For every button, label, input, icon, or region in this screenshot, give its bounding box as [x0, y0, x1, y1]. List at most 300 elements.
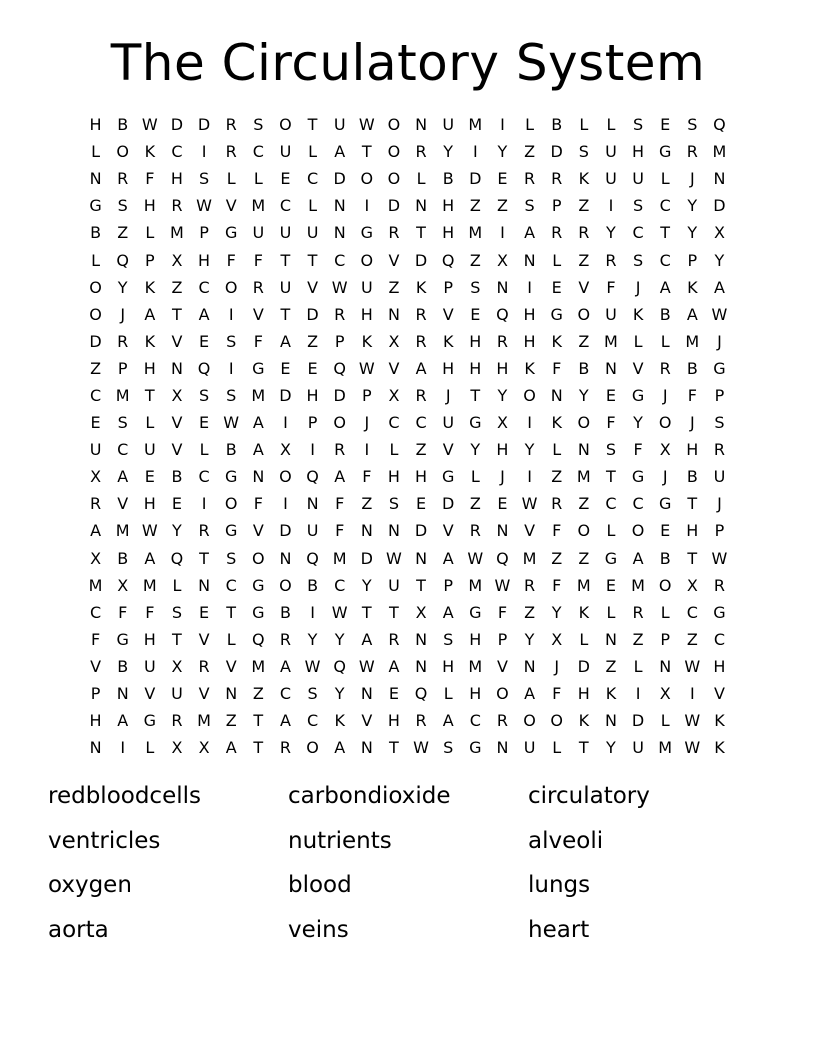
- grid-cell[interactable]: M: [522, 548, 537, 568]
- grid-cell[interactable]: K: [144, 331, 156, 351]
- grid-cell[interactable]: L: [389, 440, 399, 460]
- grid-cell[interactable]: O: [387, 142, 401, 162]
- grid-cell[interactable]: Z: [524, 142, 536, 162]
- grid-cell[interactable]: T: [389, 738, 399, 758]
- grid-cell[interactable]: S: [253, 115, 264, 135]
- grid-cell[interactable]: V: [442, 304, 454, 324]
- grid-cell[interactable]: C: [117, 440, 129, 460]
- grid-cell[interactable]: C: [198, 467, 210, 487]
- grid-cell[interactable]: A: [279, 656, 291, 676]
- grid-cell[interactable]: Z: [252, 684, 264, 704]
- grid-cell[interactable]: A: [361, 629, 373, 649]
- grid-cell[interactable]: J: [635, 277, 641, 297]
- grid-cell[interactable]: L: [308, 142, 318, 162]
- grid-cell[interactable]: O: [360, 169, 374, 189]
- grid-cell[interactable]: Z: [469, 494, 481, 514]
- grid-cell[interactable]: Y: [606, 223, 616, 243]
- grid-cell[interactable]: Y: [687, 223, 698, 243]
- grid-cell[interactable]: X: [117, 575, 129, 595]
- grid-cell[interactable]: U: [523, 738, 536, 758]
- grid-cell[interactable]: A: [415, 358, 427, 378]
- grid-cell[interactable]: I: [364, 196, 370, 216]
- grid-cell[interactable]: H: [713, 656, 726, 676]
- grid-cell[interactable]: W: [331, 602, 348, 622]
- grid-cell[interactable]: T: [660, 223, 671, 243]
- grid-cell[interactable]: J: [689, 169, 695, 189]
- grid-cell[interactable]: D: [333, 169, 346, 189]
- grid-cell[interactable]: V: [90, 656, 102, 676]
- grid-cell[interactable]: L: [660, 331, 670, 351]
- grid-cell[interactable]: E: [199, 331, 210, 351]
- grid-cell[interactable]: I: [608, 196, 614, 216]
- grid-cell[interactable]: C: [632, 223, 644, 243]
- grid-cell[interactable]: Y: [524, 440, 535, 460]
- grid-cell[interactable]: E: [660, 115, 671, 135]
- grid-cell[interactable]: K: [578, 602, 590, 622]
- grid-cell[interactable]: R: [279, 629, 291, 649]
- grid-cell[interactable]: L: [226, 169, 236, 189]
- grid-cell[interactable]: E: [497, 169, 508, 189]
- grid-cell[interactable]: G: [469, 413, 482, 433]
- grid-cell[interactable]: F: [687, 385, 697, 405]
- grid-cell[interactable]: C: [415, 413, 427, 433]
- grid-cell[interactable]: Y: [172, 521, 182, 541]
- grid-cell[interactable]: C: [388, 413, 400, 433]
- grid-cell[interactable]: N: [252, 467, 265, 487]
- grid-cell[interactable]: G: [143, 711, 157, 731]
- grid-cell[interactable]: V: [388, 250, 400, 270]
- grid-cell[interactable]: G: [658, 494, 672, 514]
- grid-cell[interactable]: O: [523, 711, 536, 731]
- grid-cell[interactable]: U: [279, 277, 292, 297]
- grid-cell[interactable]: M: [576, 575, 591, 595]
- grid-cell[interactable]: N: [415, 656, 428, 676]
- grid-cell[interactable]: T: [226, 602, 237, 622]
- grid-cell[interactable]: O: [279, 575, 292, 595]
- grid-cell[interactable]: M: [468, 656, 483, 676]
- grid-cell[interactable]: C: [89, 602, 102, 622]
- grid-cell[interactable]: U: [279, 223, 292, 243]
- grid-cell[interactable]: F: [606, 277, 616, 297]
- grid-cell[interactable]: V: [632, 358, 644, 378]
- grid-cell[interactable]: A: [524, 223, 536, 243]
- grid-cell[interactable]: Y: [497, 142, 508, 162]
- grid-cell[interactable]: A: [117, 467, 129, 487]
- grid-cell[interactable]: B: [551, 115, 563, 135]
- grid-cell[interactable]: H: [577, 684, 590, 704]
- grid-cell[interactable]: C: [252, 142, 264, 162]
- grid-cell[interactable]: U: [442, 115, 455, 135]
- grid-cell[interactable]: N: [415, 548, 428, 568]
- grid-cell[interactable]: W: [358, 656, 375, 676]
- grid-cell[interactable]: I: [527, 413, 532, 433]
- grid-cell[interactable]: L: [172, 575, 182, 595]
- grid-cell[interactable]: Z: [605, 656, 617, 676]
- grid-cell[interactable]: P: [497, 629, 508, 649]
- grid-cell[interactable]: D: [577, 656, 590, 676]
- grid-cell[interactable]: R: [551, 494, 563, 514]
- grid-cell[interactable]: N: [523, 656, 536, 676]
- grid-cell[interactable]: K: [334, 711, 345, 731]
- grid-cell[interactable]: R: [551, 223, 563, 243]
- grid-cell[interactable]: I: [472, 142, 478, 162]
- grid-cell[interactable]: M: [468, 223, 483, 243]
- grid-cell[interactable]: H: [469, 629, 482, 649]
- grid-cell[interactable]: I: [364, 440, 370, 460]
- grid-cell[interactable]: K: [632, 304, 644, 324]
- grid-cell[interactable]: P: [687, 250, 698, 270]
- grid-cell[interactable]: N: [170, 358, 183, 378]
- grid-cell[interactable]: U: [143, 440, 156, 460]
- grid-cell[interactable]: H: [143, 358, 156, 378]
- grid-cell[interactable]: S: [117, 196, 128, 216]
- grid-cell[interactable]: Z: [524, 602, 536, 622]
- grid-cell[interactable]: A: [713, 277, 725, 297]
- grid-cell[interactable]: R: [117, 331, 129, 351]
- grid-cell[interactable]: U: [442, 413, 455, 433]
- grid-cell[interactable]: F: [552, 575, 562, 595]
- grid-cell[interactable]: P: [443, 575, 454, 595]
- grid-cell[interactable]: R: [225, 115, 237, 135]
- grid-cell[interactable]: O: [577, 521, 591, 541]
- grid-cell[interactable]: Z: [551, 548, 563, 568]
- grid-cell[interactable]: Q: [333, 656, 346, 676]
- grid-cell[interactable]: P: [714, 385, 725, 405]
- grid-cell[interactable]: I: [228, 304, 234, 324]
- grid-cell[interactable]: D: [333, 385, 346, 405]
- grid-cell[interactable]: X: [171, 250, 183, 270]
- grid-cell[interactable]: L: [633, 331, 643, 351]
- grid-cell[interactable]: Z: [90, 358, 102, 378]
- grid-cell[interactable]: R: [388, 629, 400, 649]
- grid-cell[interactable]: A: [686, 304, 698, 324]
- grid-cell[interactable]: L: [552, 250, 562, 270]
- grid-cell[interactable]: R: [225, 142, 237, 162]
- grid-cell[interactable]: D: [469, 169, 482, 189]
- grid-cell[interactable]: X: [659, 440, 671, 460]
- grid-cell[interactable]: A: [442, 548, 454, 568]
- grid-cell[interactable]: X: [551, 629, 563, 649]
- grid-cell[interactable]: J: [445, 385, 451, 405]
- grid-cell[interactable]: H: [170, 169, 183, 189]
- grid-cell[interactable]: Y: [714, 250, 725, 270]
- grid-cell[interactable]: O: [631, 521, 645, 541]
- grid-cell[interactable]: Q: [197, 358, 211, 378]
- grid-cell[interactable]: H: [496, 358, 509, 378]
- grid-cell[interactable]: U: [632, 169, 644, 189]
- grid-cell[interactable]: N: [523, 250, 536, 270]
- grid-cell[interactable]: Y: [334, 684, 345, 704]
- grid-cell[interactable]: V: [361, 711, 373, 731]
- grid-cell[interactable]: Z: [496, 196, 508, 216]
- grid-cell[interactable]: T: [144, 385, 155, 405]
- grid-cell[interactable]: M: [142, 575, 157, 595]
- grid-cell[interactable]: L: [91, 250, 101, 270]
- grid-cell[interactable]: R: [279, 738, 291, 758]
- grid-cell[interactable]: G: [224, 467, 238, 487]
- grid-cell[interactable]: V: [144, 684, 156, 704]
- grid-cell[interactable]: E: [90, 413, 101, 433]
- grid-cell[interactable]: Y: [334, 629, 345, 649]
- grid-cell[interactable]: A: [334, 467, 346, 487]
- grid-cell[interactable]: O: [89, 304, 102, 324]
- grid-cell[interactable]: F: [253, 494, 263, 514]
- grid-cell[interactable]: B: [279, 602, 291, 622]
- grid-cell[interactable]: A: [225, 738, 237, 758]
- grid-cell[interactable]: W: [684, 711, 701, 731]
- grid-cell[interactable]: L: [91, 142, 101, 162]
- grid-cell[interactable]: T: [687, 548, 698, 568]
- grid-cell[interactable]: R: [198, 656, 210, 676]
- grid-cell[interactable]: O: [279, 467, 292, 487]
- grid-cell[interactable]: R: [686, 142, 698, 162]
- grid-cell[interactable]: K: [687, 277, 698, 297]
- grid-cell[interactable]: J: [662, 385, 668, 405]
- grid-cell[interactable]: G: [116, 629, 129, 649]
- grid-cell[interactable]: R: [415, 304, 427, 324]
- grid-cell[interactable]: O: [550, 711, 563, 731]
- grid-cell[interactable]: R: [469, 521, 481, 541]
- grid-cell[interactable]: L: [416, 169, 426, 189]
- grid-cell[interactable]: O: [658, 413, 672, 433]
- grid-cell[interactable]: R: [334, 304, 346, 324]
- grid-cell[interactable]: H: [387, 467, 400, 487]
- grid-cell[interactable]: P: [199, 223, 209, 243]
- grid-cell[interactable]: Y: [470, 440, 481, 460]
- grid-cell[interactable]: K: [144, 142, 156, 162]
- grid-cell[interactable]: V: [171, 440, 183, 460]
- grid-cell[interactable]: B: [578, 358, 590, 378]
- grid-cell[interactable]: H: [306, 385, 319, 405]
- grid-cell[interactable]: I: [500, 115, 505, 135]
- grid-cell[interactable]: H: [686, 521, 699, 541]
- grid-cell[interactable]: J: [554, 656, 560, 676]
- grid-cell[interactable]: B: [90, 223, 102, 243]
- grid-cell[interactable]: B: [171, 467, 183, 487]
- grid-cell[interactable]: I: [635, 684, 641, 704]
- grid-cell[interactable]: V: [524, 521, 536, 541]
- grid-cell[interactable]: R: [524, 169, 536, 189]
- grid-cell[interactable]: O: [523, 385, 536, 405]
- grid-cell[interactable]: I: [120, 738, 126, 758]
- grid-cell[interactable]: T: [687, 494, 698, 514]
- grid-cell[interactable]: H: [143, 196, 156, 216]
- grid-cell[interactable]: K: [578, 711, 590, 731]
- grid-cell[interactable]: Q: [170, 548, 184, 568]
- grid-cell[interactable]: J: [364, 413, 370, 433]
- grid-cell[interactable]: N: [89, 738, 102, 758]
- grid-cell[interactable]: N: [387, 521, 400, 541]
- grid-cell[interactable]: T: [307, 250, 318, 270]
- grid-cell[interactable]: A: [144, 304, 156, 324]
- grid-cell[interactable]: W: [467, 548, 484, 568]
- grid-cell[interactable]: F: [362, 467, 372, 487]
- grid-cell[interactable]: U: [252, 223, 265, 243]
- grid-cell[interactable]: S: [226, 385, 237, 405]
- grid-cell[interactable]: Y: [524, 629, 535, 649]
- grid-cell[interactable]: S: [714, 413, 725, 433]
- grid-cell[interactable]: M: [197, 711, 211, 731]
- grid-cell[interactable]: B: [117, 656, 129, 676]
- grid-cell[interactable]: X: [279, 440, 291, 460]
- grid-cell[interactable]: R: [578, 223, 590, 243]
- grid-cell[interactable]: O: [496, 684, 509, 704]
- grid-cell[interactable]: H: [523, 331, 536, 351]
- grid-cell[interactable]: V: [496, 656, 508, 676]
- grid-cell[interactable]: T: [578, 738, 589, 758]
- grid-cell[interactable]: Z: [578, 494, 590, 514]
- grid-cell[interactable]: G: [658, 142, 672, 162]
- grid-cell[interactable]: W: [141, 115, 158, 135]
- grid-cell[interactable]: V: [252, 521, 264, 541]
- grid-cell[interactable]: Y: [361, 575, 372, 595]
- grid-cell[interactable]: L: [470, 467, 480, 487]
- grid-cell[interactable]: T: [606, 467, 616, 487]
- grid-cell[interactable]: R: [415, 142, 427, 162]
- grid-cell[interactable]: I: [283, 413, 288, 433]
- grid-cell[interactable]: K: [361, 331, 373, 351]
- grid-cell[interactable]: J: [500, 467, 505, 487]
- grid-cell[interactable]: G: [441, 467, 455, 487]
- grid-cell[interactable]: S: [632, 250, 644, 270]
- grid-cell[interactable]: R: [713, 440, 725, 460]
- grid-cell[interactable]: A: [388, 656, 400, 676]
- grid-cell[interactable]: S: [226, 548, 237, 568]
- grid-cell[interactable]: D: [170, 115, 184, 135]
- grid-cell[interactable]: B: [686, 467, 698, 487]
- grid-cell[interactable]: R: [659, 358, 671, 378]
- grid-cell[interactable]: T: [253, 738, 264, 758]
- grid-cell[interactable]: A: [524, 684, 536, 704]
- grid-cell[interactable]: M: [251, 385, 266, 405]
- grid-cell[interactable]: S: [687, 115, 698, 135]
- grid-cell[interactable]: B: [117, 548, 129, 568]
- grid-cell[interactable]: T: [416, 575, 426, 595]
- grid-cell[interactable]: S: [470, 277, 481, 297]
- grid-cell[interactable]: U: [143, 656, 156, 676]
- grid-cell[interactable]: U: [306, 223, 319, 243]
- grid-cell[interactable]: B: [659, 304, 671, 324]
- grid-cell[interactable]: S: [524, 196, 535, 216]
- grid-cell[interactable]: S: [388, 494, 400, 514]
- grid-cell[interactable]: J: [717, 494, 722, 514]
- grid-cell[interactable]: C: [171, 142, 183, 162]
- grid-cell[interactable]: E: [307, 358, 318, 378]
- grid-cell[interactable]: T: [307, 115, 318, 135]
- grid-cell[interactable]: O: [279, 115, 292, 135]
- grid-cell[interactable]: O: [224, 277, 238, 297]
- grid-cell[interactable]: O: [89, 277, 102, 297]
- grid-cell[interactable]: S: [605, 440, 617, 460]
- grid-cell[interactable]: W: [304, 656, 321, 676]
- grid-cell[interactable]: D: [414, 521, 428, 541]
- grid-cell[interactable]: H: [360, 304, 373, 324]
- grid-cell[interactable]: Z: [225, 711, 237, 731]
- grid-cell[interactable]: B: [659, 548, 671, 568]
- grid-cell[interactable]: N: [333, 223, 346, 243]
- grid-cell[interactable]: T: [253, 711, 264, 731]
- grid-cell[interactable]: H: [89, 115, 102, 135]
- grid-cell[interactable]: E: [605, 385, 616, 405]
- grid-cell[interactable]: I: [201, 142, 207, 162]
- grid-cell[interactable]: L: [633, 656, 643, 676]
- grid-cell[interactable]: P: [443, 277, 454, 297]
- grid-cell[interactable]: V: [713, 684, 725, 704]
- grid-cell[interactable]: O: [577, 413, 591, 433]
- grid-cell[interactable]: L: [199, 440, 209, 460]
- grid-cell[interactable]: P: [334, 331, 345, 351]
- grid-cell[interactable]: M: [115, 521, 130, 541]
- grid-cell[interactable]: U: [360, 277, 373, 297]
- grid-cell[interactable]: R: [524, 575, 536, 595]
- grid-cell[interactable]: L: [226, 629, 236, 649]
- grid-cell[interactable]: Q: [496, 304, 509, 324]
- grid-cell[interactable]: L: [552, 738, 562, 758]
- grid-cell[interactable]: P: [117, 358, 128, 378]
- grid-cell[interactable]: L: [660, 711, 670, 731]
- grid-cell[interactable]: S: [226, 331, 237, 351]
- grid-cell[interactable]: A: [198, 304, 210, 324]
- grid-cell[interactable]: L: [552, 440, 562, 460]
- grid-cell[interactable]: H: [523, 304, 536, 324]
- grid-cell[interactable]: L: [579, 629, 589, 649]
- grid-cell[interactable]: D: [279, 385, 292, 405]
- grid-cell[interactable]: G: [360, 223, 374, 243]
- grid-cell[interactable]: O: [658, 575, 672, 595]
- grid-cell[interactable]: L: [606, 521, 616, 541]
- grid-cell[interactable]: K: [551, 413, 562, 433]
- grid-cell[interactable]: N: [713, 169, 726, 189]
- grid-cell[interactable]: U: [632, 738, 644, 758]
- grid-cell[interactable]: D: [550, 142, 563, 162]
- grid-cell[interactable]: V: [225, 656, 237, 676]
- grid-cell[interactable]: L: [606, 115, 616, 135]
- grid-cell[interactable]: C: [225, 575, 237, 595]
- grid-cell[interactable]: F: [90, 629, 101, 649]
- grid-cell[interactable]: N: [116, 684, 129, 704]
- grid-cell[interactable]: S: [632, 115, 644, 135]
- grid-cell[interactable]: O: [387, 169, 401, 189]
- grid-cell[interactable]: X: [171, 738, 183, 758]
- grid-cell[interactable]: F: [552, 684, 562, 704]
- grid-cell[interactable]: T: [361, 142, 372, 162]
- grid-cell[interactable]: V: [388, 358, 400, 378]
- grid-cell[interactable]: X: [713, 223, 725, 243]
- grid-cell[interactable]: K: [415, 277, 427, 297]
- grid-cell[interactable]: N: [604, 629, 617, 649]
- grid-cell[interactable]: W: [711, 548, 728, 568]
- grid-cell[interactable]: K: [578, 169, 590, 189]
- grid-cell[interactable]: T: [280, 304, 291, 324]
- grid-cell[interactable]: S: [578, 142, 589, 162]
- grid-cell[interactable]: L: [579, 115, 589, 135]
- grid-cell[interactable]: K: [144, 277, 156, 297]
- grid-cell[interactable]: X: [496, 250, 508, 270]
- grid-cell[interactable]: E: [470, 304, 481, 324]
- grid-cell[interactable]: G: [713, 602, 726, 622]
- grid-cell[interactable]: B: [686, 358, 698, 378]
- grid-cell[interactable]: G: [252, 602, 265, 622]
- grid-cell[interactable]: U: [306, 521, 319, 541]
- grid-cell[interactable]: D: [360, 548, 373, 568]
- grid-cell[interactable]: C: [469, 711, 481, 731]
- grid-cell[interactable]: B: [225, 440, 237, 460]
- grid-cell[interactable]: W: [331, 277, 348, 297]
- grid-cell[interactable]: V: [252, 304, 264, 324]
- grid-cell[interactable]: E: [280, 169, 291, 189]
- grid-cell[interactable]: V: [117, 494, 129, 514]
- grid-cell[interactable]: E: [280, 358, 291, 378]
